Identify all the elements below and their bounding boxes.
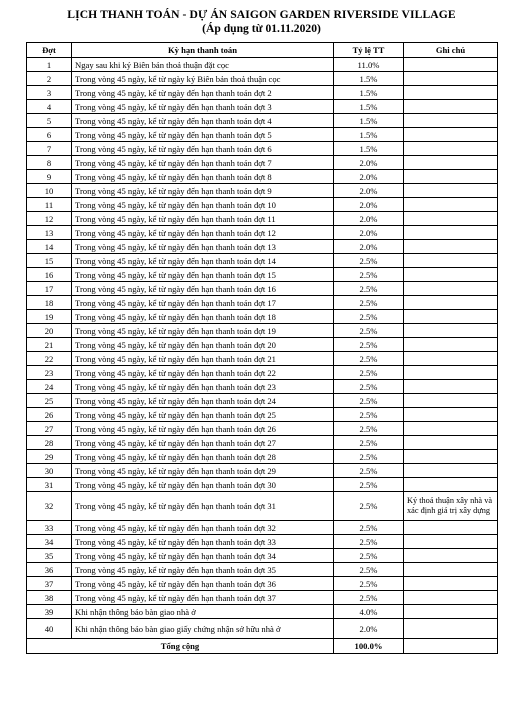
table-row bbox=[27, 324, 498, 338]
row-dot-cell: 23 bbox=[27, 366, 72, 380]
table-row bbox=[27, 436, 498, 450]
row-ty-le-cell: 2.5% bbox=[334, 352, 404, 366]
row-ghi-chu-cell bbox=[404, 535, 498, 549]
row-ky-han-cell: Trong vòng 45 ngày, kể từ ngày đến hạn thanh toán đợt 4 bbox=[72, 114, 334, 128]
row-ghi-chu-cell bbox=[404, 142, 498, 156]
row-ty-le-cell: 4.0% bbox=[334, 605, 404, 619]
row-ty-le-cell: 2.0% bbox=[334, 619, 404, 639]
row-ghi-chu-cell bbox=[404, 100, 498, 114]
table-row bbox=[27, 226, 498, 240]
table-row bbox=[27, 577, 498, 591]
row-ghi-chu-cell bbox=[404, 254, 498, 268]
row-ghi-chu-cell: Ký thoả thuận xây nhà và xác định giá trị xây dựng bbox=[404, 492, 498, 521]
table-row bbox=[27, 72, 498, 86]
row-dot-cell: 25 bbox=[27, 394, 72, 408]
row-dot-cell: 37 bbox=[27, 577, 72, 591]
row-dot-cell: 38 bbox=[27, 591, 72, 605]
row-dot-cell: 34 bbox=[27, 535, 72, 549]
row-ghi-chu-cell bbox=[404, 86, 498, 100]
row-ky-han-cell: Trong vòng 45 ngày, kể từ ngày đến hạn thanh toán đợt 19 bbox=[72, 324, 334, 338]
table-row bbox=[27, 282, 498, 296]
row-ghi-chu-cell bbox=[404, 464, 498, 478]
table-row bbox=[27, 268, 498, 282]
row-ky-han-cell: Trong vòng 45 ngày, kể từ ngày đến hạn thanh toán đợt 34 bbox=[72, 549, 334, 563]
row-ty-le-cell: 1.5% bbox=[334, 114, 404, 128]
row-dot-cell: 2 bbox=[27, 72, 72, 86]
row-dot-cell: 26 bbox=[27, 408, 72, 422]
row-ky-han-cell: Trong vòng 45 ngày, kể từ ngày đến hạn thanh toán đợt 8 bbox=[72, 170, 334, 184]
row-ky-han-cell: Trong vòng 45 ngày, kể từ ngày đến hạn thanh toán đợt 20 bbox=[72, 338, 334, 352]
row-ky-han-cell: Trong vòng 45 ngày, kể từ ngày đến hạn thanh toán đợt 23 bbox=[72, 380, 334, 394]
table-row bbox=[27, 212, 498, 226]
table-header-row bbox=[27, 43, 498, 58]
row-ky-han-cell: Trong vòng 45 ngày, kể từ ngày đến hạn thanh toán đợt 13 bbox=[72, 240, 334, 254]
header-dot: Đợt bbox=[27, 43, 72, 58]
row-ty-le-cell: 2.0% bbox=[334, 212, 404, 226]
row-ty-le-cell: 2.0% bbox=[334, 226, 404, 240]
row-ky-han-cell: Trong vòng 45 ngày, kể từ ngày đến hạn thanh toán đợt 15 bbox=[72, 268, 334, 282]
row-ty-le-cell: 1.5% bbox=[334, 72, 404, 86]
row-ghi-chu-cell bbox=[404, 156, 498, 170]
row-dot-cell: 16 bbox=[27, 268, 72, 282]
row-ky-han-cell: Trong vòng 45 ngày, kể từ ngày đến hạn thanh toán đợt 32 bbox=[72, 521, 334, 535]
row-ghi-chu-cell bbox=[404, 605, 498, 619]
row-ky-han-cell: Trong vòng 45 ngày, kể từ ngày đến hạn thanh toán đợt 2 bbox=[72, 86, 334, 100]
table-row bbox=[27, 352, 498, 366]
row-ty-le-cell: 2.5% bbox=[334, 521, 404, 535]
table-row bbox=[27, 591, 498, 605]
row-ky-han-cell: Trong vòng 45 ngày, kể từ ngày đến hạn thanh toán đợt 25 bbox=[72, 408, 334, 422]
document-title: LỊCH THANH TOÁN - DỰ ÁN SAIGON GARDEN RIVERSIDE VILLAGE bbox=[67, 8, 456, 21]
row-ky-han-cell: Trong vòng 45 ngày, kể từ ngày đến hạn thanh toán đợt 30 bbox=[72, 478, 334, 492]
row-ky-han-cell: Trong vòng 45 ngày, kể từ ngày đến hạn thanh toán đợt 29 bbox=[72, 464, 334, 478]
row-ghi-chu-cell bbox=[404, 72, 498, 86]
row-ty-le-cell: 2.5% bbox=[334, 478, 404, 492]
row-ty-le-cell: 2.5% bbox=[334, 310, 404, 324]
row-ty-le-cell: 2.5% bbox=[334, 577, 404, 591]
row-dot-cell: 39 bbox=[27, 605, 72, 619]
payment-schedule-table bbox=[26, 42, 498, 654]
row-ty-le-cell: 2.5% bbox=[334, 282, 404, 296]
row-dot-cell: 15 bbox=[27, 254, 72, 268]
row-ghi-chu-cell bbox=[404, 422, 498, 436]
row-ty-le-cell: 2.5% bbox=[334, 380, 404, 394]
table-row bbox=[27, 58, 498, 72]
table-row bbox=[27, 478, 498, 492]
header-ty-le: Tỷ lệ TT bbox=[334, 43, 404, 58]
row-dot-cell: 7 bbox=[27, 142, 72, 156]
row-ghi-chu-cell bbox=[404, 198, 498, 212]
row-dot-cell: 36 bbox=[27, 563, 72, 577]
row-ty-le-cell: 2.0% bbox=[334, 156, 404, 170]
row-ghi-chu-cell bbox=[404, 450, 498, 464]
row-dot-cell: 11 bbox=[27, 198, 72, 212]
row-ghi-chu-cell bbox=[404, 310, 498, 324]
row-ky-han-cell: Khi nhận thông báo bàn giao giấy chứng nhận sở hữu nhà ở bbox=[72, 619, 334, 639]
row-ghi-chu-cell bbox=[404, 128, 498, 142]
row-ky-han-cell: Trong vòng 45 ngày, kể từ ngày đến hạn thanh toán đợt 24 bbox=[72, 394, 334, 408]
row-dot-cell: 29 bbox=[27, 450, 72, 464]
row-ky-han-cell: Trong vòng 45 ngày, kể từ ngày đến hạn thanh toán đợt 36 bbox=[72, 577, 334, 591]
row-ty-le-cell: 2.0% bbox=[334, 240, 404, 254]
table-row bbox=[27, 605, 498, 619]
row-ty-le-cell: 2.5% bbox=[334, 408, 404, 422]
row-ty-le-cell: 2.5% bbox=[334, 492, 404, 521]
row-ghi-chu-cell bbox=[404, 114, 498, 128]
row-ghi-chu-cell bbox=[404, 408, 498, 422]
row-ghi-chu-cell bbox=[404, 549, 498, 563]
header-ghi-chu: Ghi chú bbox=[404, 43, 498, 58]
row-ty-le-cell: 2.5% bbox=[334, 394, 404, 408]
row-ky-han-cell: Khi nhận thông báo bàn giao nhà ở bbox=[72, 605, 334, 619]
row-ty-le-cell: 2.5% bbox=[334, 296, 404, 310]
table-row bbox=[27, 338, 498, 352]
row-ty-le-cell: 2.5% bbox=[334, 464, 404, 478]
row-dot-cell: 35 bbox=[27, 549, 72, 563]
row-ghi-chu-cell bbox=[404, 282, 498, 296]
document-subtitle: (Áp dụng từ 01.11.2020) bbox=[202, 22, 321, 35]
row-dot-cell: 3 bbox=[27, 86, 72, 100]
row-ky-han-cell: Trong vòng 45 ngày, kể từ ngày đến hạn thanh toán đợt 35 bbox=[72, 563, 334, 577]
row-ky-han-cell: Trong vòng 45 ngày, kể từ ngày đến hạn thanh toán đợt 10 bbox=[72, 198, 334, 212]
table-row bbox=[27, 86, 498, 100]
table-row bbox=[27, 450, 498, 464]
table-row bbox=[27, 535, 498, 549]
table-row bbox=[27, 254, 498, 268]
row-ghi-chu-cell bbox=[404, 478, 498, 492]
row-ghi-chu-cell bbox=[404, 380, 498, 394]
row-ty-le-cell: 2.5% bbox=[334, 436, 404, 450]
row-dot-cell: 21 bbox=[27, 338, 72, 352]
row-ty-le-cell: 2.5% bbox=[334, 324, 404, 338]
row-ky-han-cell: Trong vòng 45 ngày, kể từ ngày đến hạn thanh toán đợt 22 bbox=[72, 366, 334, 380]
row-ky-han-cell: Trong vòng 45 ngày, kể từ ngày đến hạn thanh toán đợt 18 bbox=[72, 310, 334, 324]
row-ghi-chu-cell bbox=[404, 226, 498, 240]
row-ghi-chu-cell bbox=[404, 352, 498, 366]
row-ghi-chu-cell bbox=[404, 212, 498, 226]
table-row bbox=[27, 142, 498, 156]
table-row bbox=[27, 240, 498, 254]
row-dot-cell: 6 bbox=[27, 128, 72, 142]
row-dot-cell: 14 bbox=[27, 240, 72, 254]
row-dot-cell: 1 bbox=[27, 58, 72, 72]
row-ty-le-cell: 2.0% bbox=[334, 170, 404, 184]
row-dot-cell: 12 bbox=[27, 212, 72, 226]
total-value: 100.0% bbox=[334, 639, 404, 654]
row-ghi-chu-cell bbox=[404, 577, 498, 591]
row-ghi-chu-cell bbox=[404, 436, 498, 450]
row-dot-cell: 28 bbox=[27, 436, 72, 450]
table-row bbox=[27, 114, 498, 128]
row-ty-le-cell: 2.5% bbox=[334, 366, 404, 380]
row-ty-le-cell: 2.5% bbox=[334, 535, 404, 549]
row-ty-le-cell: 2.0% bbox=[334, 184, 404, 198]
row-dot-cell: 18 bbox=[27, 296, 72, 310]
table-row bbox=[27, 310, 498, 324]
row-ghi-chu-cell bbox=[404, 591, 498, 605]
row-ghi-chu-cell bbox=[404, 324, 498, 338]
row-ty-le-cell: 2.5% bbox=[334, 563, 404, 577]
table-row bbox=[27, 184, 498, 198]
table-row bbox=[27, 100, 498, 114]
row-ghi-chu-cell bbox=[404, 394, 498, 408]
row-dot-cell: 8 bbox=[27, 156, 72, 170]
row-ty-le-cell: 2.5% bbox=[334, 450, 404, 464]
row-ghi-chu-cell bbox=[404, 296, 498, 310]
total-note-cell bbox=[404, 639, 498, 654]
table-row bbox=[27, 408, 498, 422]
table-row bbox=[27, 296, 498, 310]
row-ghi-chu-cell bbox=[404, 58, 498, 72]
row-dot-cell: 17 bbox=[27, 282, 72, 296]
table-row bbox=[27, 549, 498, 563]
row-ky-han-cell: Trong vòng 45 ngày, kể từ ngày đến hạn thanh toán đợt 12 bbox=[72, 226, 334, 240]
row-ghi-chu-cell bbox=[404, 619, 498, 639]
row-ghi-chu-cell bbox=[404, 338, 498, 352]
total-row bbox=[27, 639, 498, 654]
row-ky-han-cell: Trong vòng 45 ngày, kể từ ngày đến hạn thanh toán đợt 17 bbox=[72, 296, 334, 310]
table-row bbox=[27, 380, 498, 394]
row-dot-cell: 24 bbox=[27, 380, 72, 394]
row-ghi-chu-cell bbox=[404, 184, 498, 198]
row-ty-le-cell: 2.5% bbox=[334, 338, 404, 352]
table-row bbox=[27, 366, 498, 380]
row-ty-le-cell: 2.5% bbox=[334, 268, 404, 282]
row-ky-han-cell: Trong vòng 45 ngày, kể từ ngày đến hạn thanh toán đợt 33 bbox=[72, 535, 334, 549]
row-dot-cell: 9 bbox=[27, 170, 72, 184]
row-ghi-chu-cell bbox=[404, 521, 498, 535]
row-ky-han-cell: Trong vòng 45 ngày, kể từ ngày đến hạn thanh toán đợt 14 bbox=[72, 254, 334, 268]
row-ghi-chu-cell bbox=[404, 366, 498, 380]
table-row bbox=[27, 492, 498, 521]
row-ky-han-cell: Trong vòng 45 ngày, kể từ ngày đến hạn thanh toán đợt 5 bbox=[72, 128, 334, 142]
table-row bbox=[27, 563, 498, 577]
table-row bbox=[27, 156, 498, 170]
row-dot-cell: 13 bbox=[27, 226, 72, 240]
table-row bbox=[27, 619, 498, 639]
row-ky-han-cell: Trong vòng 45 ngày, kể từ ngày đến hạn thanh toán đợt 31 bbox=[72, 492, 334, 521]
row-ghi-chu-cell bbox=[404, 240, 498, 254]
row-dot-cell: 19 bbox=[27, 310, 72, 324]
row-ky-han-cell: Trong vòng 45 ngày, kể từ ngày đến hạn thanh toán đợt 7 bbox=[72, 156, 334, 170]
header-ky-han: Kỳ hạn thanh toán bbox=[72, 43, 334, 58]
row-ty-le-cell: 1.5% bbox=[334, 100, 404, 114]
row-ghi-chu-cell bbox=[404, 170, 498, 184]
row-ky-han-cell: Trong vòng 45 ngày, kể từ ngày đến hạn thanh toán đợt 26 bbox=[72, 422, 334, 436]
row-ky-han-cell: Trong vòng 45 ngày, kể từ ngày đến hạn thanh toán đợt 21 bbox=[72, 352, 334, 366]
row-ghi-chu-cell bbox=[404, 563, 498, 577]
row-dot-cell: 22 bbox=[27, 352, 72, 366]
table-row bbox=[27, 521, 498, 535]
table-row bbox=[27, 422, 498, 436]
row-dot-cell: 31 bbox=[27, 478, 72, 492]
row-ty-le-cell: 1.5% bbox=[334, 128, 404, 142]
row-ky-han-cell: Ngay sau khi ký Biên bản thoả thuận đặt cọc bbox=[72, 58, 334, 72]
row-ty-le-cell: 1.5% bbox=[334, 86, 404, 100]
table-row bbox=[27, 128, 498, 142]
row-ty-le-cell: 2.5% bbox=[334, 549, 404, 563]
table-row bbox=[27, 464, 498, 478]
row-ky-han-cell: Trong vòng 45 ngày, kể từ ngày đến hạn thanh toán đợt 3 bbox=[72, 100, 334, 114]
row-ky-han-cell: Trong vòng 45 ngày, kể từ ngày đến hạn thanh toán đợt 37 bbox=[72, 591, 334, 605]
row-ky-han-cell: Trong vòng 45 ngày, kể từ ngày đến hạn thanh toán đợt 16 bbox=[72, 282, 334, 296]
row-ty-le-cell: 11.0% bbox=[334, 58, 404, 72]
row-dot-cell: 32 bbox=[27, 492, 72, 521]
row-ty-le-cell: 1.5% bbox=[334, 142, 404, 156]
row-ty-le-cell: 2.5% bbox=[334, 591, 404, 605]
row-dot-cell: 30 bbox=[27, 464, 72, 478]
row-dot-cell: 27 bbox=[27, 422, 72, 436]
table-row bbox=[27, 170, 498, 184]
row-ky-han-cell: Trong vòng 45 ngày, kể từ ngày đến hạn thanh toán đợt 6 bbox=[72, 142, 334, 156]
row-ty-le-cell: 2.5% bbox=[334, 254, 404, 268]
row-ky-han-cell: Trong vòng 45 ngày, kể từ ngày đến hạn thanh toán đợt 27 bbox=[72, 436, 334, 450]
row-dot-cell: 20 bbox=[27, 324, 72, 338]
row-ky-han-cell: Trong vòng 45 ngày, kể từ ngày đến hạn thanh toán đợt 28 bbox=[72, 450, 334, 464]
row-dot-cell: 10 bbox=[27, 184, 72, 198]
table-row bbox=[27, 394, 498, 408]
row-ty-le-cell: 2.0% bbox=[334, 198, 404, 212]
row-dot-cell: 5 bbox=[27, 114, 72, 128]
row-ky-han-cell: Trong vòng 45 ngày, kể từ ngày ký Biên bản thoả thuận cọc bbox=[72, 72, 334, 86]
row-dot-cell: 40 bbox=[27, 619, 72, 639]
row-ky-han-cell: Trong vòng 45 ngày, kể từ ngày đến hạn thanh toán đợt 9 bbox=[72, 184, 334, 198]
table-row bbox=[27, 198, 498, 212]
row-dot-cell: 4 bbox=[27, 100, 72, 114]
row-dot-cell: 33 bbox=[27, 521, 72, 535]
total-label: Tổng cộng bbox=[27, 639, 334, 654]
row-ghi-chu-cell bbox=[404, 268, 498, 282]
row-ky-han-cell: Trong vòng 45 ngày, kể từ ngày đến hạn thanh toán đợt 11 bbox=[72, 212, 334, 226]
row-ty-le-cell: 2.5% bbox=[334, 422, 404, 436]
